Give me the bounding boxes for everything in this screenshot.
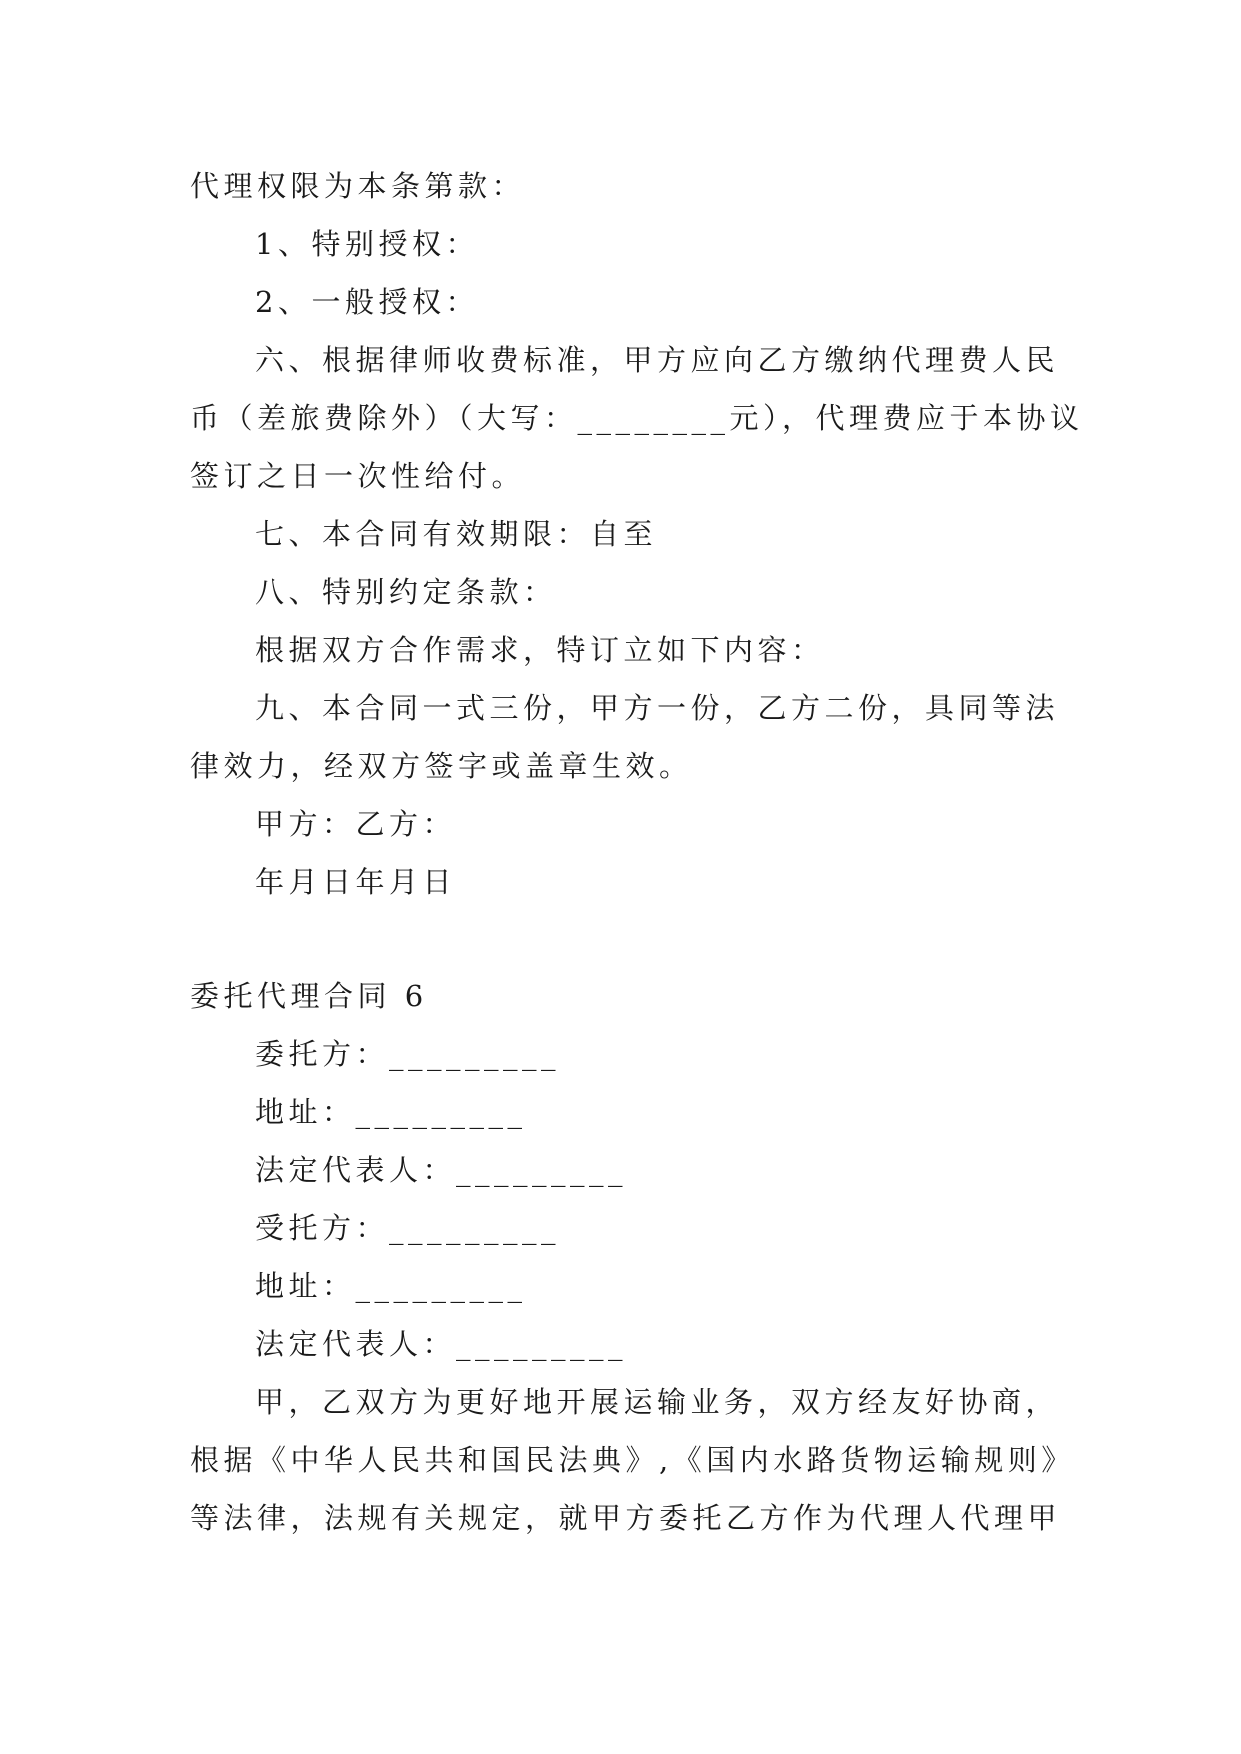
- clause-7: 七、本合同有效期限：自至: [255, 517, 658, 551]
- clause-9-line-2: 律效力，经双方签字或盖章生效。: [190, 749, 693, 783]
- principal-field: 委托方：_________: [255, 1037, 561, 1071]
- preamble-line-1: 甲，乙双方为更好地开展运输业务，双方经友好协商，: [255, 1385, 1060, 1419]
- special-terms-content: 根据双方合作需求，特订立如下内容：: [255, 633, 825, 667]
- clause-8: 八、特别约定条款：: [255, 575, 557, 609]
- clause-6-line-3: 签订之日一次性给付。: [190, 459, 526, 493]
- signature-dates: 年月日年月日: [255, 865, 457, 899]
- agent-representative-field: 法定代表人：_________: [255, 1327, 628, 1361]
- preamble-line-2: 根据《中华人民共和国民法典》,《国内水路货物运输规则》: [190, 1443, 1075, 1477]
- general-authorization: 2、一般授权：: [255, 285, 479, 319]
- special-authorization: 1、特别授权：: [255, 227, 479, 261]
- clause-6-line-1: 六、根据律师收费标准，甲方应向乙方缴纳代理费人民: [255, 343, 1060, 377]
- section-title: 委托代理合同 6: [190, 979, 428, 1013]
- authority-intro: 代理权限为本条第款：: [190, 169, 526, 203]
- clause-6-line-2: 币（差旅费除外）（大写：________元），代理费应于本协议: [190, 401, 1084, 435]
- signature-parties: 甲方：乙方：: [255, 807, 457, 841]
- preamble-line-3: 等法律，法规有关规定，就甲方委托乙方作为代理人代理甲: [190, 1501, 1062, 1535]
- principal-representative-field: 法定代表人：_________: [255, 1153, 628, 1187]
- principal-address-field: 地址：_________: [255, 1095, 527, 1129]
- agent-address-field: 地址：_________: [255, 1269, 527, 1303]
- agent-field: 受托方：_________: [255, 1211, 561, 1245]
- clause-9-line-1: 九、本合同一式三份，甲方一份，乙方二份，具同等法: [255, 691, 1060, 725]
